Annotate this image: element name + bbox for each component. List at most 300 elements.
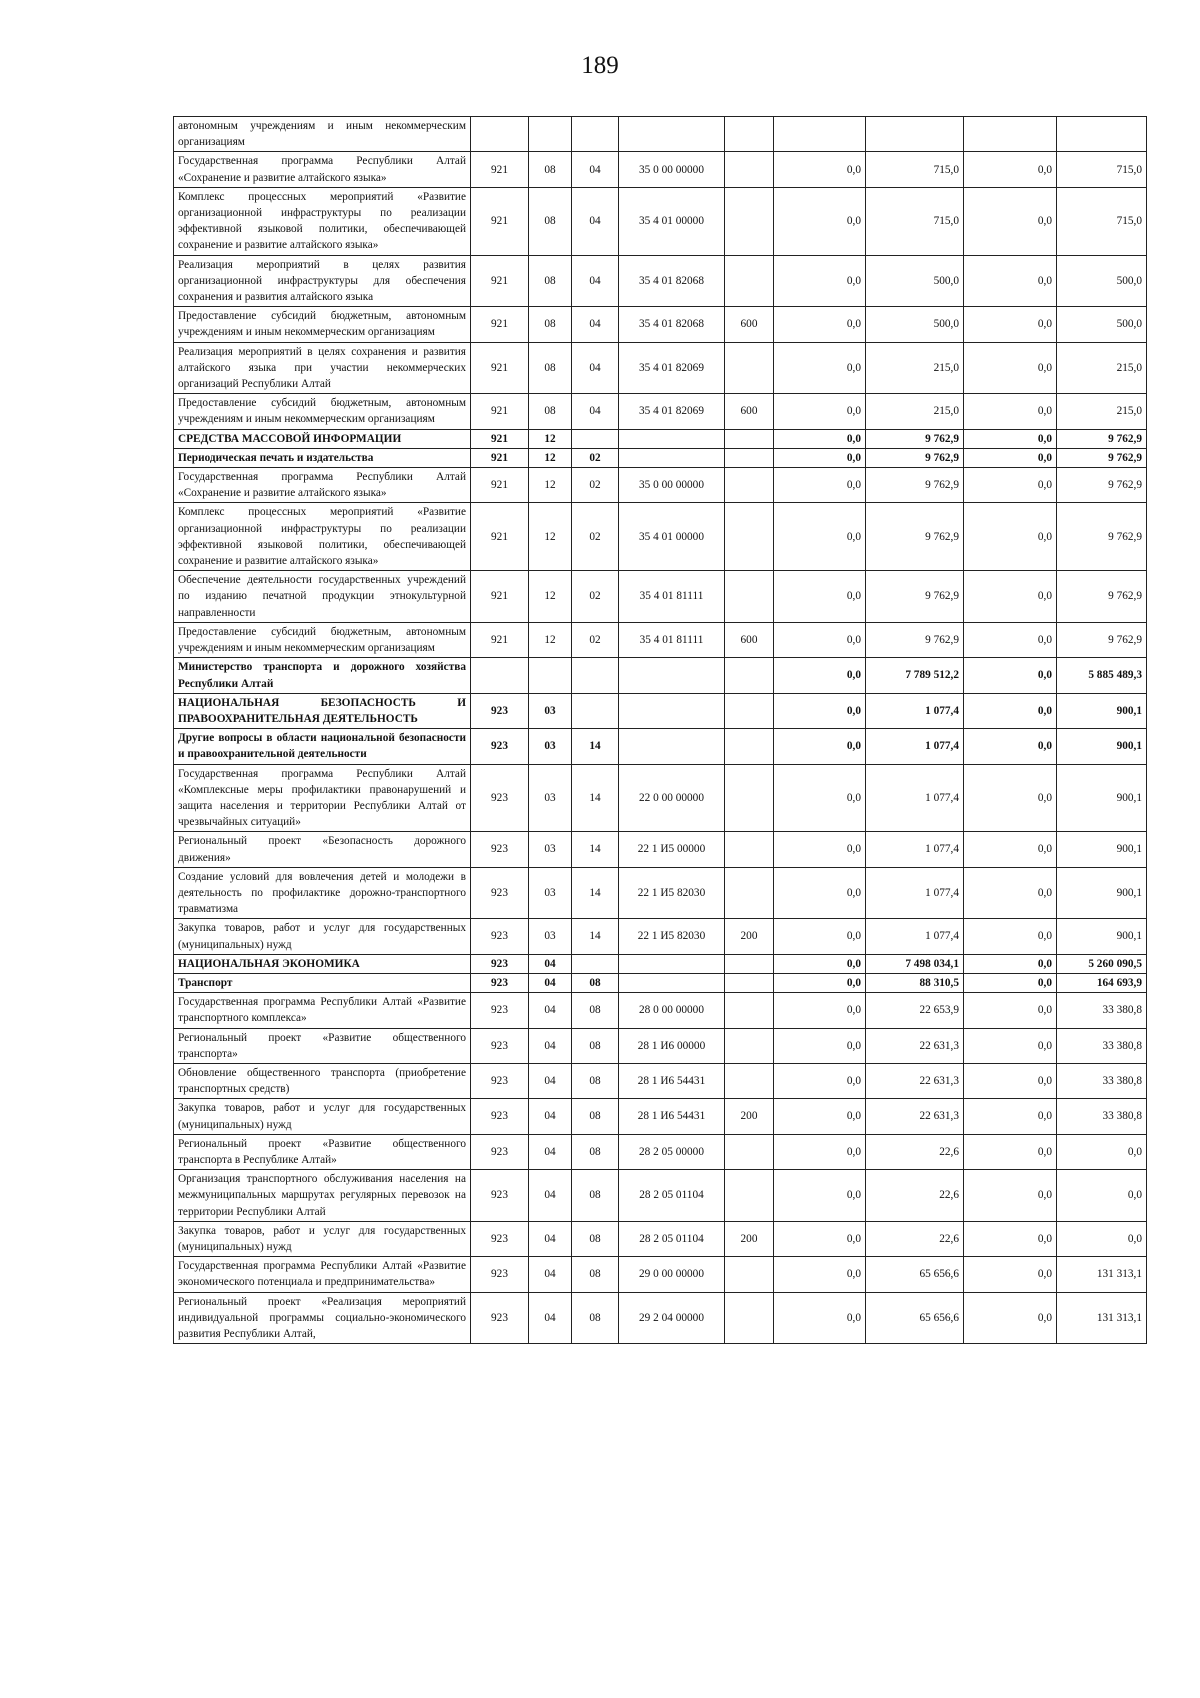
amount-cell-2: 22 653,9 [866,993,964,1028]
subsection-code-cell: 14 [572,919,619,954]
item-name-cell: Реализация мероприятий в целях сохранения и развития алтайского языка при участии некоммерческих организаций Республики Алтай [174,342,471,394]
amount-cell-1: 0,0 [774,394,866,429]
target-article-cell: 35 4 01 82069 [619,342,725,394]
expense-type-cell [725,117,774,152]
amount-cell-4: 215,0 [1057,394,1147,429]
section-code-cell: 04 [529,1221,572,1256]
amount-cell-4: 33 380,8 [1057,1028,1147,1063]
amount-cell-1: 0,0 [774,658,866,693]
subsection-code-cell: 04 [572,342,619,394]
amount-cell-1: 0,0 [774,448,866,467]
amount-cell-4: 33 380,8 [1057,1063,1147,1098]
section-code-cell: 08 [529,307,572,342]
amount-cell-1: 0,0 [774,1170,866,1222]
item-name-cell: Региональный проект «Развитие общественного транспорта» [174,1028,471,1063]
amount-cell-2: 22,6 [866,1134,964,1169]
amount-cell-2: 1 077,4 [866,867,964,919]
subsection-code-cell: 08 [572,973,619,992]
item-name-cell: Закупка товаров, работ и услуг для государственных (муниципальных) нужд [174,919,471,954]
expense-type-cell [725,571,774,623]
amount-cell-3: 0,0 [964,1292,1057,1344]
target-article-cell: 22 1 И5 82030 [619,919,725,954]
target-article-cell [619,429,725,448]
table-row [174,255,1147,307]
amount-cell-3: 0,0 [964,187,1057,255]
table-row [174,342,1147,394]
target-article-cell: 22 1 И5 00000 [619,832,725,867]
subsection-code-cell: 04 [572,394,619,429]
page-number: 189 [581,52,619,79]
table-row [174,1292,1147,1344]
amount-cell-4: 164 693,9 [1057,973,1147,992]
amount-cell-2: 500,0 [866,255,964,307]
amount-cell-1: 0,0 [774,693,866,728]
amount-cell-1: 0,0 [774,954,866,973]
item-name-cell: НАЦИОНАЛЬНАЯ ЭКОНОМИКА [174,954,471,973]
admin-code-cell: 923 [471,1221,529,1256]
table-row [174,1170,1147,1222]
item-name-cell: Другие вопросы в области национальной безопасности и правоохранительной деятельности [174,729,471,764]
table-row [174,1028,1147,1063]
amount-cell-1: 0,0 [774,993,866,1028]
section-code-cell: 03 [529,867,572,919]
expense-type-cell [725,954,774,973]
target-article-cell: 35 4 01 81111 [619,571,725,623]
section-code-cell: 12 [529,503,572,571]
expense-type-cell [725,867,774,919]
amount-cell-1: 0,0 [774,764,866,832]
amount-cell-1: 0,0 [774,503,866,571]
subsection-code-cell [572,693,619,728]
amount-cell-4: 0,0 [1057,1221,1147,1256]
subsection-code-cell: 14 [572,764,619,832]
amount-cell-3: 0,0 [964,622,1057,657]
amount-cell-4: 715,0 [1057,187,1147,255]
amount-cell-4: 9 762,9 [1057,429,1147,448]
section-code-cell: 03 [529,729,572,764]
target-article-cell [619,693,725,728]
amount-cell-4: 900,1 [1057,867,1147,919]
table-row [174,764,1147,832]
amount-cell-3: 0,0 [964,973,1057,992]
admin-code-cell: 923 [471,832,529,867]
amount-cell-3: 0,0 [964,693,1057,728]
admin-code-cell [471,117,529,152]
subsection-code-cell: 08 [572,1099,619,1134]
section-code-cell: 12 [529,571,572,623]
admin-code-cell: 923 [471,693,529,728]
amount-cell-3: 0,0 [964,468,1057,503]
admin-code-cell: 921 [471,255,529,307]
section-code-cell [529,658,572,693]
amount-cell-3: 0,0 [964,832,1057,867]
amount-cell-1: 0,0 [774,867,866,919]
admin-code-cell: 921 [471,503,529,571]
section-code-cell: 04 [529,1028,572,1063]
expense-type-cell: 600 [725,394,774,429]
amount-cell-4: 9 762,9 [1057,448,1147,467]
expense-type-cell: 200 [725,919,774,954]
target-article-cell: 35 4 01 00000 [619,503,725,571]
table-row [174,622,1147,657]
amount-cell-1: 0,0 [774,1221,866,1256]
amount-cell-3: 0,0 [964,1257,1057,1292]
section-code-cell: 12 [529,448,572,467]
item-name-cell: Закупка товаров, работ и услуг для государственных (муниципальных) нужд [174,1099,471,1134]
expense-type-cell [725,503,774,571]
section-code-cell: 04 [529,954,572,973]
amount-cell-2: 1 077,4 [866,693,964,728]
item-name-cell: Региональный проект «Безопасность дорожного движения» [174,832,471,867]
subsection-code-cell [572,117,619,152]
section-code-cell: 08 [529,152,572,187]
amount-cell-3: 0,0 [964,658,1057,693]
section-code-cell: 12 [529,622,572,657]
amount-cell-1: 0,0 [774,571,866,623]
amount-cell-2: 9 762,9 [866,503,964,571]
table-row [174,1099,1147,1134]
amount-cell-3: 0,0 [964,764,1057,832]
expense-type-cell: 600 [725,622,774,657]
subsection-code-cell: 04 [572,255,619,307]
amount-cell-4: 900,1 [1057,832,1147,867]
table-body [174,117,1147,1344]
amount-cell-3: 0,0 [964,729,1057,764]
amount-cell-3: 0,0 [964,867,1057,919]
expense-type-cell [725,1170,774,1222]
target-article-cell: 35 4 01 82068 [619,255,725,307]
subsection-code-cell: 08 [572,1292,619,1344]
amount-cell-2: 715,0 [866,152,964,187]
item-name-cell: Комплекс процессных мероприятий «Развитие организационной инфраструктуры по реализации эффективной языковой политики, обеспечивающей сохранение и развитие алтайского языка» [174,187,471,255]
section-code-cell: 04 [529,993,572,1028]
section-code-cell [529,117,572,152]
amount-cell-3: 0,0 [964,152,1057,187]
item-name-cell: Организация транспортного обслуживания населения на межмуниципальных маршрутах регулярных перевозок на территории Республики Алтай [174,1170,471,1222]
subsection-code-cell: 08 [572,1063,619,1098]
amount-cell-3 [964,117,1057,152]
expense-type-cell [725,658,774,693]
target-article-cell: 28 2 05 01104 [619,1221,725,1256]
expense-type-cell: 200 [725,1221,774,1256]
amount-cell-1: 0,0 [774,187,866,255]
target-article-cell: 28 1 И6 54431 [619,1063,725,1098]
amount-cell-1 [774,117,866,152]
amount-cell-2: 715,0 [866,187,964,255]
subsection-code-cell: 08 [572,993,619,1028]
admin-code-cell: 921 [471,394,529,429]
amount-cell-3: 0,0 [964,919,1057,954]
amount-cell-4: 9 762,9 [1057,571,1147,623]
amount-cell-1: 0,0 [774,1063,866,1098]
target-article-cell [619,658,725,693]
expense-type-cell [725,1063,774,1098]
amount-cell-3: 0,0 [964,1221,1057,1256]
amount-cell-3: 0,0 [964,1134,1057,1169]
subsection-code-cell: 08 [572,1028,619,1063]
admin-code-cell: 923 [471,919,529,954]
subsection-code-cell [572,954,619,973]
amount-cell-3: 0,0 [964,993,1057,1028]
budget-table [173,116,1147,1344]
admin-code-cell: 921 [471,187,529,255]
table-row [174,117,1147,152]
table-row [174,919,1147,954]
amount-cell-3: 0,0 [964,503,1057,571]
expense-type-cell [725,832,774,867]
expense-type-cell [725,729,774,764]
table-row [174,187,1147,255]
amount-cell-4: 900,1 [1057,729,1147,764]
admin-code-cell: 923 [471,1292,529,1344]
amount-cell-2: 9 762,9 [866,429,964,448]
expense-type-cell [725,973,774,992]
table-row [174,1063,1147,1098]
admin-code-cell: 921 [471,571,529,623]
admin-code-cell: 921 [471,342,529,394]
admin-code-cell: 923 [471,729,529,764]
amount-cell-3: 0,0 [964,571,1057,623]
target-article-cell: 28 1 И6 54431 [619,1099,725,1134]
target-article-cell: 28 2 05 00000 [619,1134,725,1169]
amount-cell-3: 0,0 [964,342,1057,394]
expense-type-cell [725,187,774,255]
section-code-cell: 03 [529,764,572,832]
amount-cell-2: 65 656,6 [866,1292,964,1344]
target-article-cell: 29 0 00 00000 [619,1257,725,1292]
target-article-cell: 35 0 00 00000 [619,152,725,187]
expense-type-cell: 600 [725,307,774,342]
amount-cell-4: 715,0 [1057,152,1147,187]
expense-type-cell [725,1257,774,1292]
amount-cell-2: 22,6 [866,1170,964,1222]
amount-cell-1: 0,0 [774,1134,866,1169]
item-name-cell: СРЕДСТВА МАССОВОЙ ИНФОРМАЦИИ [174,429,471,448]
section-code-cell: 04 [529,1063,572,1098]
section-code-cell: 03 [529,832,572,867]
amount-cell-3: 0,0 [964,307,1057,342]
expense-type-cell [725,342,774,394]
amount-cell-3: 0,0 [964,394,1057,429]
subsection-code-cell: 02 [572,571,619,623]
amount-cell-1: 0,0 [774,255,866,307]
section-code-cell: 03 [529,693,572,728]
table-row [174,954,1147,973]
amount-cell-3: 0,0 [964,1099,1057,1134]
amount-cell-1: 0,0 [774,622,866,657]
table-row [174,867,1147,919]
amount-cell-2: 22 631,3 [866,1099,964,1134]
amount-cell-1: 0,0 [774,1028,866,1063]
expense-type-cell [725,993,774,1028]
table-row [174,832,1147,867]
amount-cell-4 [1057,117,1147,152]
target-article-cell: 29 2 04 00000 [619,1292,725,1344]
section-code-cell: 04 [529,1099,572,1134]
subsection-code-cell: 02 [572,503,619,571]
section-code-cell: 04 [529,1257,572,1292]
admin-code-cell: 921 [471,307,529,342]
amount-cell-4: 215,0 [1057,342,1147,394]
item-name-cell: автономным учреждениям и иным некоммерческим организациям [174,117,471,152]
table-row [174,394,1147,429]
amount-cell-4: 9 762,9 [1057,503,1147,571]
amount-cell-2: 215,0 [866,394,964,429]
section-code-cell: 04 [529,1134,572,1169]
admin-code-cell: 921 [471,448,529,467]
amount-cell-3: 0,0 [964,429,1057,448]
table-row [174,468,1147,503]
amount-cell-4: 500,0 [1057,255,1147,307]
target-article-cell: 22 1 И5 82030 [619,867,725,919]
section-code-cell: 04 [529,1170,572,1222]
amount-cell-4: 33 380,8 [1057,993,1147,1028]
admin-code-cell: 923 [471,973,529,992]
subsection-code-cell: 02 [572,448,619,467]
expense-type-cell [725,429,774,448]
item-name-cell: Периодическая печать и издательства [174,448,471,467]
section-code-cell: 03 [529,919,572,954]
table-row [174,693,1147,728]
subsection-code-cell: 04 [572,307,619,342]
table-row [174,503,1147,571]
expense-type-cell [725,255,774,307]
amount-cell-1: 0,0 [774,1257,866,1292]
amount-cell-2: 88 310,5 [866,973,964,992]
amount-cell-1: 0,0 [774,832,866,867]
item-name-cell: Предоставление субсидий бюджетным, автономным учреждениям и иным некоммерческим организациям [174,307,471,342]
section-code-cell: 08 [529,394,572,429]
item-name-cell: Государственная программа Республики Алтай «Сохранение и развитие алтайского языка» [174,152,471,187]
amount-cell-2: 9 762,9 [866,571,964,623]
item-name-cell: Закупка товаров, работ и услуг для государственных (муниципальных) нужд [174,1221,471,1256]
target-article-cell: 35 4 01 00000 [619,187,725,255]
section-code-cell: 12 [529,429,572,448]
amount-cell-1: 0,0 [774,342,866,394]
amount-cell-4: 131 313,1 [1057,1292,1147,1344]
item-name-cell: Обновление общественного транспорта (приобретение транспортных средств) [174,1063,471,1098]
amount-cell-1: 0,0 [774,729,866,764]
subsection-code-cell: 02 [572,622,619,657]
subsection-code-cell: 14 [572,832,619,867]
target-article-cell: 35 4 01 82069 [619,394,725,429]
section-code-cell: 12 [529,468,572,503]
item-name-cell: Реализация мероприятий в целях развития организационной инфраструктуры для обеспечения сохранения и развития алтайского языка [174,255,471,307]
target-article-cell: 28 1 И6 00000 [619,1028,725,1063]
admin-code-cell: 921 [471,622,529,657]
target-article-cell [619,954,725,973]
admin-code-cell: 921 [471,429,529,448]
subsection-code-cell: 14 [572,729,619,764]
amount-cell-4: 33 380,8 [1057,1099,1147,1134]
amount-cell-4: 900,1 [1057,919,1147,954]
admin-code-cell [471,658,529,693]
item-name-cell: Региональный проект «Развитие общественного транспорта в Республике Алтай» [174,1134,471,1169]
item-name-cell: Предоставление субсидий бюджетным, автономным учреждениям и иным некоммерческим организациям [174,622,471,657]
subsection-code-cell: 08 [572,1257,619,1292]
expense-type-cell [725,764,774,832]
admin-code-cell: 923 [471,867,529,919]
item-name-cell: Обеспечение деятельности государственных учреждений по изданию печатной продукции этнокультурной направленности [174,571,471,623]
amount-cell-4: 9 762,9 [1057,468,1147,503]
admin-code-cell: 923 [471,764,529,832]
target-article-cell: 22 0 00 00000 [619,764,725,832]
admin-code-cell: 923 [471,993,529,1028]
amount-cell-2: 9 762,9 [866,622,964,657]
amount-cell-4: 900,1 [1057,693,1147,728]
expense-type-cell [725,1028,774,1063]
target-article-cell: 35 4 01 82068 [619,307,725,342]
admin-code-cell: 923 [471,1134,529,1169]
item-name-cell: Государственная программа Республики Алтай «Развитие экономического потенциала и предпринимательства» [174,1257,471,1292]
table-row [174,1221,1147,1256]
expense-type-cell [725,468,774,503]
amount-cell-3: 0,0 [964,448,1057,467]
admin-code-cell: 923 [471,1170,529,1222]
target-article-cell: 35 0 00 00000 [619,468,725,503]
amount-cell-2: 22 631,3 [866,1063,964,1098]
amount-cell-2: 1 077,4 [866,729,964,764]
admin-code-cell: 923 [471,1257,529,1292]
amount-cell-2: 22 631,3 [866,1028,964,1063]
section-code-cell: 08 [529,187,572,255]
amount-cell-4: 131 313,1 [1057,1257,1147,1292]
amount-cell-2 [866,117,964,152]
target-article-cell [619,729,725,764]
amount-cell-4: 5 260 090,5 [1057,954,1147,973]
amount-cell-2: 1 077,4 [866,764,964,832]
table-row [174,658,1147,693]
subsection-code-cell: 02 [572,468,619,503]
admin-code-cell: 923 [471,954,529,973]
expense-type-cell [725,152,774,187]
item-name-cell: Государственная программа Республики Алтай «Развитие транспортного комплекса» [174,993,471,1028]
amount-cell-4: 900,1 [1057,764,1147,832]
amount-cell-4: 9 762,9 [1057,622,1147,657]
subsection-code-cell: 04 [572,152,619,187]
amount-cell-3: 0,0 [964,1063,1057,1098]
amount-cell-1: 0,0 [774,152,866,187]
amount-cell-3: 0,0 [964,1028,1057,1063]
expense-type-cell [725,1292,774,1344]
expense-type-cell: 200 [725,1099,774,1134]
amount-cell-2: 1 077,4 [866,919,964,954]
subsection-code-cell: 04 [572,187,619,255]
amount-cell-2: 500,0 [866,307,964,342]
amount-cell-1: 0,0 [774,468,866,503]
amount-cell-4: 5 885 489,3 [1057,658,1147,693]
subsection-code-cell: 08 [572,1134,619,1169]
subsection-code-cell: 14 [572,867,619,919]
amount-cell-1: 0,0 [774,1292,866,1344]
target-article-cell: 35 4 01 81111 [619,622,725,657]
table-row [174,307,1147,342]
subsection-code-cell: 08 [572,1170,619,1222]
admin-code-cell: 921 [471,152,529,187]
admin-code-cell: 923 [471,1028,529,1063]
amount-cell-3: 0,0 [964,1170,1057,1222]
amount-cell-1: 0,0 [774,429,866,448]
amount-cell-2: 215,0 [866,342,964,394]
item-name-cell: НАЦИОНАЛЬНАЯ БЕЗОПАСНОСТЬ И ПРАВООХРАНИТЕЛЬНАЯ ДЕЯТЕЛЬНОСТЬ [174,693,471,728]
table-row [174,729,1147,764]
item-name-cell: Транспорт [174,973,471,992]
section-code-cell: 04 [529,1292,572,1344]
admin-code-cell: 923 [471,1099,529,1134]
amount-cell-1: 0,0 [774,307,866,342]
section-code-cell: 04 [529,973,572,992]
amount-cell-2: 65 656,6 [866,1257,964,1292]
